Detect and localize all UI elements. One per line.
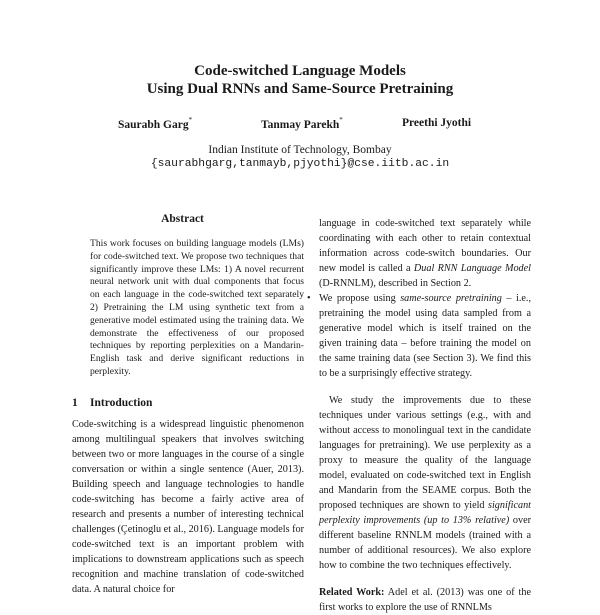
bullet-marker: •	[307, 293, 311, 304]
abstract-body	[90, 238, 304, 379]
bullet-text-post: – i.e., pretraining the model using data sampled from a generative model which is itself trained on the given training data – before training the model on the same training data (see Section 3). We find this to be a surprisingly effective strategy.	[319, 293, 531, 379]
contribution-bullet	[307, 291, 531, 381]
related-work-paragraph	[319, 585, 531, 615]
results-text-pre: We study the improvements due to these techniques under various settings (e.g., with and without access to monolingual text in the candidate languages for pretraining). We use perplexity as a proxy to measure the quality of the language model, evaluated on code-switched text in English and Mandarin from the SEAME corpus. Both the proposed techniques are shown to yield	[319, 395, 531, 511]
related-work-text: Adel et al. (2013) was one of the first works to explore the use of RNNLMs	[319, 587, 532, 613]
results-paragraph	[319, 393, 531, 573]
author-3-name: Preethi Jyothi	[402, 117, 472, 129]
results-text-emph: significant perplexity improvements (up to 13% relative)	[319, 500, 531, 526]
title-line-2: Using Dual RNNs and Same-Source Pretraining	[146, 81, 454, 97]
right-column-body	[307, 216, 532, 615]
author-2	[261, 117, 343, 131]
continuation-text: language in code-switched text separately while coordinating with each other to retain contextual information across code-switch boundaries. Our new model is called a	[319, 218, 531, 274]
author-emails: {saurabhgarg,tanmayb,pjyothi}@cse.iitb.ac.in	[150, 158, 450, 170]
continuation-emph: Dual RNN Language Model	[413, 263, 531, 274]
paper-title	[0, 62, 600, 98]
bullet-text-emph: same-source pretraining	[400, 293, 502, 304]
author-1	[118, 117, 192, 131]
abstract-heading: Abstract	[161, 213, 204, 225]
affiliation: Indian Institute of Technology, Bombay	[208, 144, 392, 156]
intro-paragraph: Code-switching is a widespread linguistic phenomenon among multilingual speakers that involves switching between two or more languages in the course of a single conversation or within a single sentence (Auer, 2013). Building speech and language technologies to handle code-switching has become a fairly active area of research and presents a number of interesting technical challenges (Çetinoglu et al., 2016). Language models for code-switched text is an important problem with implications to downstream applications such as speech recognition and machine translation of code-switched data. A natural choice for	[72, 419, 304, 595]
continuation-tail: (D-RNNLM), described in Section 2.	[319, 278, 472, 289]
author-3	[402, 117, 471, 129]
section-heading-introduction	[72, 397, 152, 409]
author-1-name: Saurabh Garg	[118, 118, 189, 131]
left-column-body	[72, 417, 304, 597]
related-work-label: Related Work:	[319, 587, 385, 598]
author-1-mark: *	[188, 116, 193, 124]
author-2-mark: *	[339, 116, 343, 124]
abstract-text: This work focuses on building language models (LMs) for code-switched text. We propose two techniques that significantly improve these LMs: 1) A novel recurrent neural network unit with dual components that focus on each language in the code-switched text separately 2) Pretraining the LM using synthetic text from a generative model estimated using the training data. We demonstrate the effectiveness of our proposed techniques by reporting perplexities on a Mandarin-English task and derive significant reductions in perplexity.	[90, 238, 304, 377]
title-line-1: Code-switched Language Models	[194, 63, 406, 79]
section-title: Introduction	[90, 397, 153, 409]
bullet-text-pre: We propose using	[319, 293, 401, 304]
results-text-post: over different baseline RNNLM models (trained with a number of additional resources). We also explore how to combine the two techniques effectively.	[319, 515, 532, 571]
intro-continuation	[319, 216, 531, 291]
section-number: 1	[72, 397, 78, 409]
author-2-name: Tanmay Parekh	[261, 118, 340, 131]
